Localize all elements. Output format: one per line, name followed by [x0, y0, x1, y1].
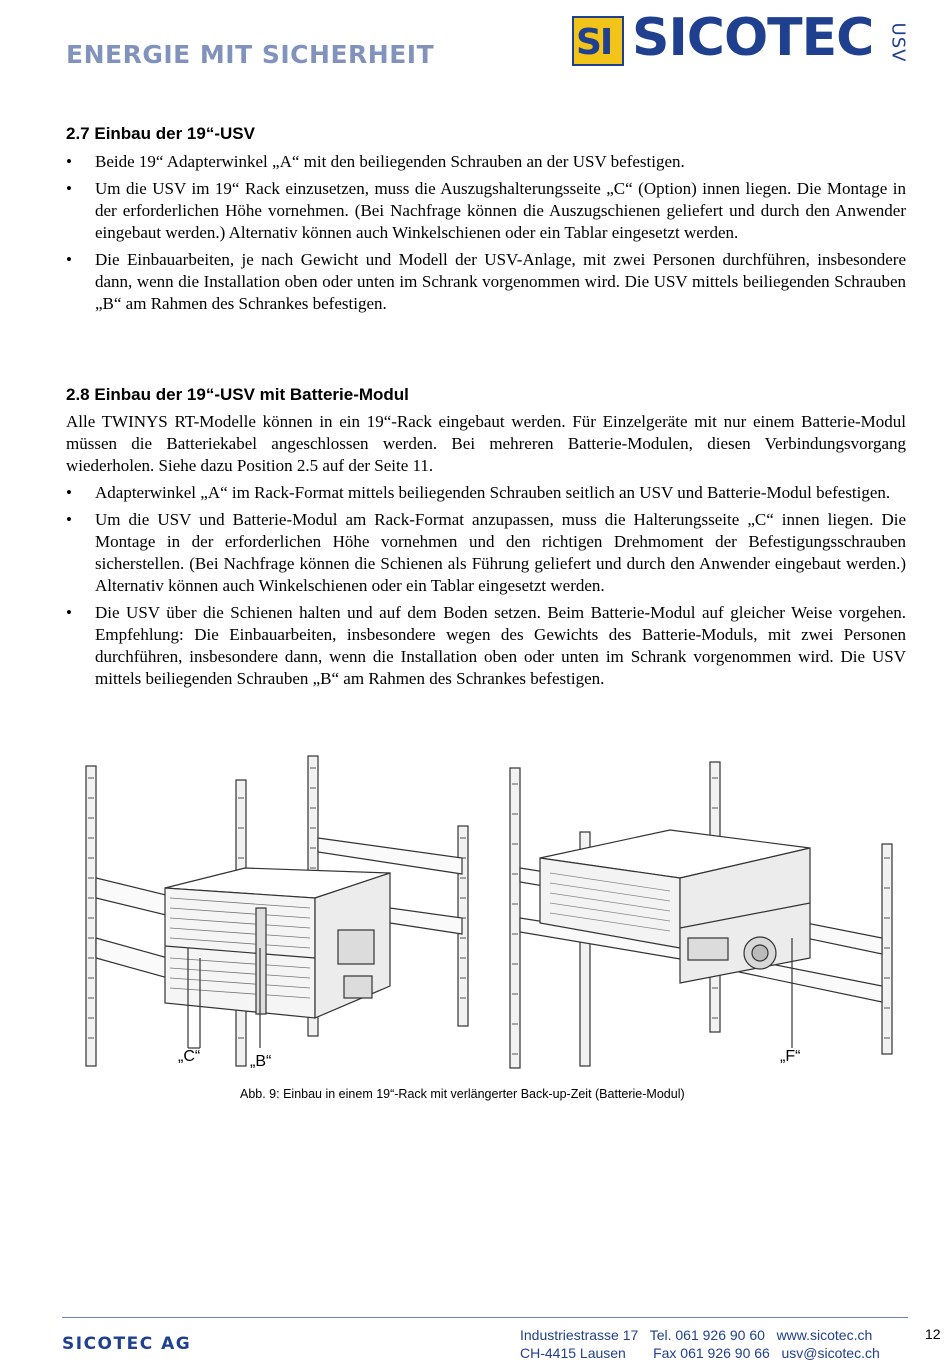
footer-address [520, 1326, 880, 1362]
front-view-drawing [86, 756, 468, 1066]
logo-wordmark: SICOTEC [632, 8, 874, 68]
bullet-icon: • [66, 179, 72, 198]
section-2-8-intro: Alle TWINYS RT-Modelle können in ein 19“-Rack eingebaut werden. Für Einzelgeräte mit nur einem Batterie-Modul müssen die Batteriekabel angeschlossen werden. Bei mehreren Batterie-Modulen, diesen Verbindungsvorgang wiederholen. Siehe dazu Position 2.5 auf der Seite 11. [66, 412, 906, 475]
section-2-8-list [66, 482, 906, 695]
logo-si-box [572, 16, 624, 66]
figure-label-f: „F“ [780, 1048, 801, 1065]
list-item-text: Die Einbauarbeiten, je nach Gewicht und Modell der USV-Anlage, mit zwei Personen durchführen, insbesondere dann, wenn die Installation oben oder unten im Schrank vorgenommen wird. Die USV mittels beiliegenden Schrauben „B“ am Rahmen des Schrankes befestigen. [95, 250, 906, 313]
figure-label-b: „B“ [250, 1053, 272, 1070]
footer-address-line-2: CH-4415 Lausen Fax 061 926 90 66 usv@sicotec.ch [520, 1345, 880, 1361]
list-item [66, 509, 906, 597]
logo-si-text: SI [576, 22, 612, 63]
list-item [66, 602, 906, 690]
list-item [66, 482, 906, 504]
rack-installation-figure [70, 748, 910, 1083]
bullet-icon: • [66, 510, 72, 529]
section-heading-2-7: 2.7 Einbau der 19“-USV [66, 124, 255, 143]
footer-address-line-1: Industriestrasse 17 Tel. 061 926 90 60 www.sicotec.ch [520, 1327, 873, 1343]
list-item [66, 151, 906, 173]
section-2-7-list [66, 151, 906, 320]
rear-view-drawing [510, 762, 892, 1068]
footer-company: SICOTEC AG [62, 1334, 192, 1354]
list-item-text: Adapterwinkel „A“ im Rack-Format mittels beiliegenden Schrauben seitlich an USV und Batterie-Modul befestigen. [95, 483, 891, 502]
header-tagline: ENERGIE MIT SICHERHEIT [66, 40, 435, 69]
page-number: 12 [925, 1326, 941, 1342]
list-item-text: Um die USV im 19“ Rack einzusetzen, muss die Auszugshalterungsseite „C“ (Option) innen liegen. Die Montage in der erforderlichen Höhe vornehmen. (Bei Nachfrage können die Auszugschienen geliefert und durch den Anwender eingebaut werden.) Alternativ können auch Winkelschienen oder ein Tablar eingesetzt werden. [95, 179, 906, 242]
list-item [66, 249, 906, 315]
logo-usv [887, 16, 912, 70]
figure-caption: Abb. 9: Einbau in einem 19“-Rack mit verlängerter Back-up-Zeit (Batterie-Modul) [240, 1087, 685, 1101]
logo-usv-text: USV [887, 22, 909, 63]
list-item-text: Um die USV und Batterie-Modul am Rack-Format anzupassen, muss die Halterungsseite „C“ innen liegen. Die Montage in der erforderlichen Höhe vornehmen und den richtigen Drehmoment der Befestigungsschrauben sicherstellen. (Bei Nachfrage können die Schienen als Führung geliefert und durch den Anwender eingebaut werden.) Alternativ können auch Winkelschienen oder ein Tablar eingesetzt werden. [95, 510, 906, 595]
list-item-text: Die USV über die Schienen halten und auf dem Boden setzen. Beim Batterie-Modul auf gleicher Weise vorgehen. Empfehlung: Die Einbauarbeiten, insbesondere wegen des Gewichts des Batterie-Moduls, mit zwei Personen durchführen, insbesondere dann, wenn die Installation oben oder unten im Schrank vorgenommen wird. Die USV mittels beiliegenden Schrauben „B“ am Rahmen des Schrankes befestigen. [95, 603, 906, 688]
list-item [66, 178, 906, 244]
figure-label-c: „C“ [178, 1048, 201, 1065]
sicotec-logo [572, 8, 912, 70]
list-item-text: Beide 19“ Adapterwinkel „A“ mit den beiliegenden Schrauben an der USV befestigen. [95, 152, 685, 171]
bullet-icon: • [66, 250, 72, 269]
footer-divider [62, 1317, 908, 1318]
bullet-icon: • [66, 603, 72, 622]
bullet-icon: • [66, 152, 72, 171]
rack-installation-drawing [70, 748, 910, 1083]
section-heading-2-8: 2.8 Einbau der 19“-USV mit Batterie-Modul [66, 385, 409, 404]
bullet-icon: • [66, 483, 72, 502]
